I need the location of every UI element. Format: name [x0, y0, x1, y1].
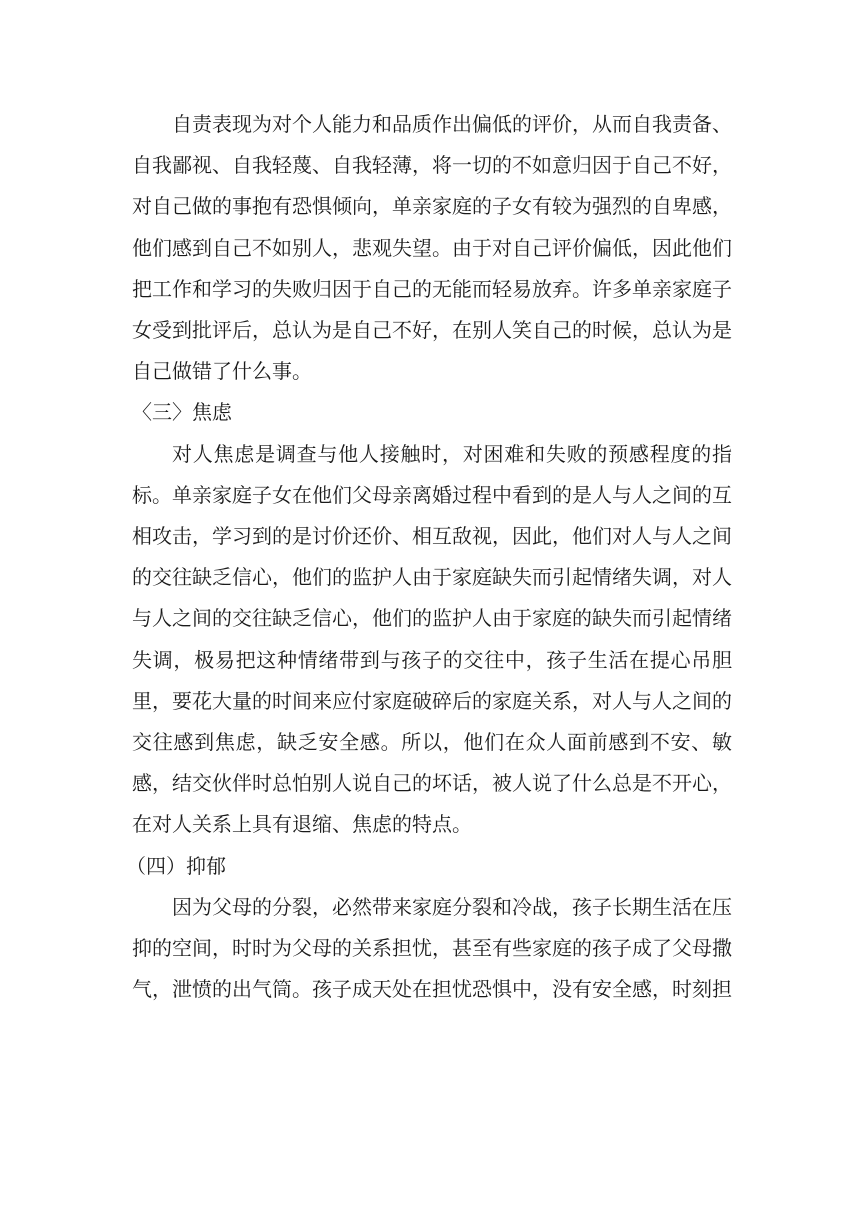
section-heading-anxiety: 〈三〉焦虑	[132, 400, 232, 425]
paragraph-depression: 因为父母的分裂，必然带来家庭分裂和冷战，孩子长期生活在压抑的空间，时时为父母的关系担忧，甚至有些家庭的孩子成了父母撒气，泄愤的出气筒。孩子成天处在担忧恐惧中，没有安全感，时刻担	[132, 894, 732, 1002]
paragraph-self-blame: 自责表现为对个人能力和品质作出偏低的评价，从而自我责备、自我鄙视、自我轻蔑、自我轻薄，将一切的不如意归因于自己不好，对自己做的事抱有恐惧倾向，单亲家庭的子女有较为强烈的自卑感，他们感到自己不如别人，悲观失望。由于对自己评价偏低，因此他们把工作和学习的失败归因于自己的无能而轻易放弃。许多单亲家庭子女受到批评后，总认为是自己不好，在别人笑自己的时候，总认为是自己做错了什么事。	[132, 112, 732, 384]
paragraph-anxiety: 对人焦虑是调查与他人接触时，对困难和失败的预感程度的指标。单亲家庭子女在他们父母亲离婚过程中看到的是人与人之间的互相攻击，学习到的是讨价还价、相互敌视，因此，他们对人与人之间的交往缺乏信心，他们的监护人由于家庭缺失而引起情绪失调，对人与人之间的交往缺乏信心，他们的监护人由于家庭的缺失而引起情绪失调，极易把这种情绪带到与孩子的交往中，孩子生活在提心吊胆里，要花大量的时间来应付家庭破碎后的家庭关系，对人与人之间的交往感到焦虑，缺乏安全感。所以，他们在众人面前感到不安、敏感，结交伙伴时总怕别人说自己的坏话，被人说了什么总是不开心，在对人关系上具有退缩、焦虑的特点。	[132, 441, 732, 837]
section-heading-depression: （四）抑郁	[126, 853, 226, 878]
document-page	[126, 104, 732, 1010]
